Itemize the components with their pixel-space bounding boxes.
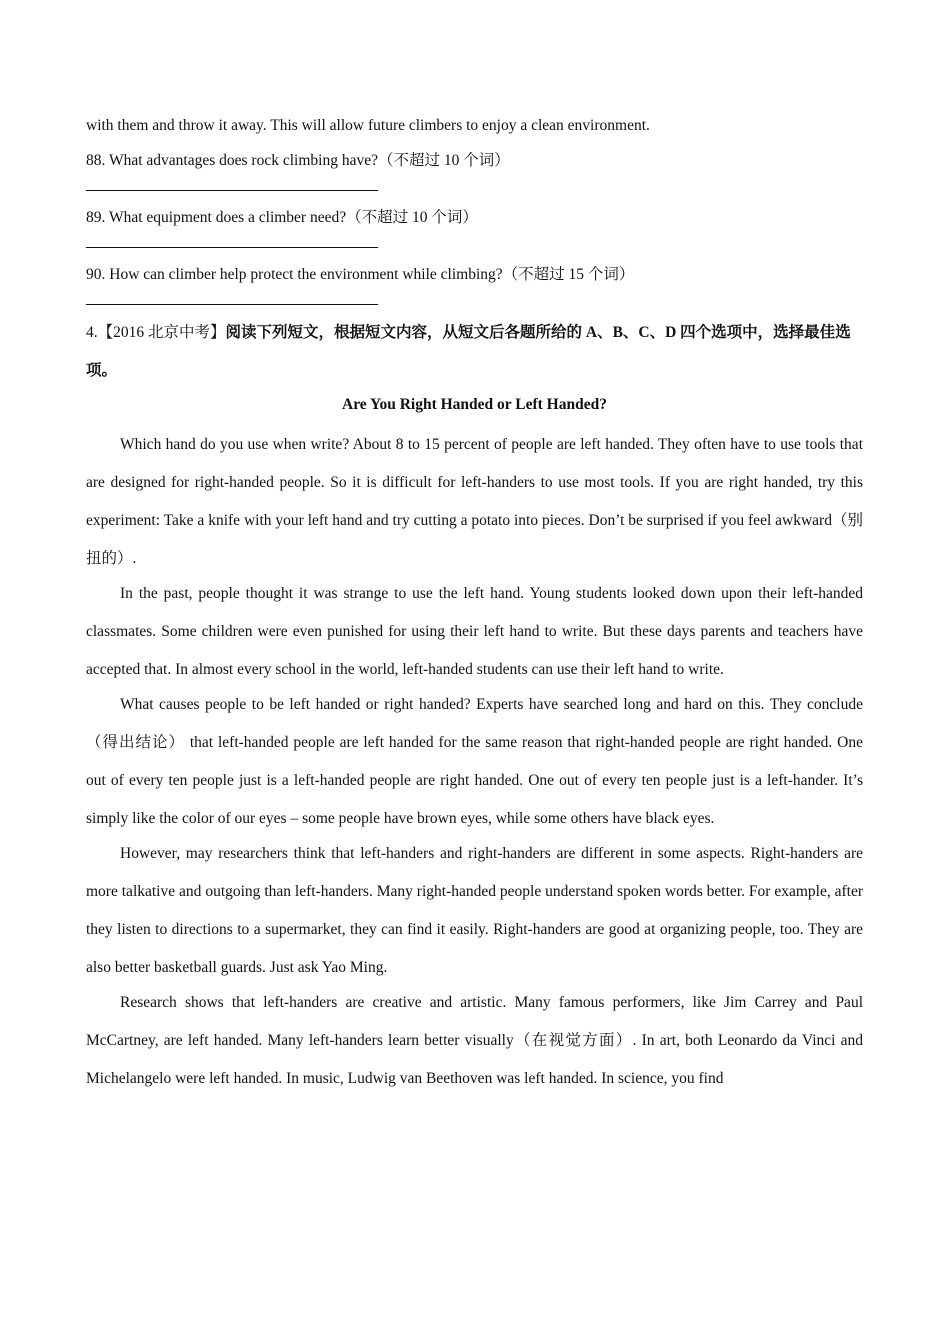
section-source: 【2016 北京中考】 [97,324,226,341]
article-paragraph-5: Research shows that left-handers are creative and artistic. Many famous performers, like Jim Carrey and Paul McCartney, are left handed. Many left-handers learn better visually（在视觉方面）. In art, both Leonardo da Vinci and Michelangelo were left handed. In music, Ludwig van Beethoven was left handed. In science, you find [86,994,863,1087]
article-paragraph-2: In the past, people thought it was strange to use the left hand. Young students looked down upon their left-handed classmates. Some children were even punished for using their left hand to write. But these days parents and teachers have accepted that. In almost every school in the world, left-handed students can use their left hand to write. [86,585,863,678]
answer-line-89[interactable] [86,247,378,248]
article-paragraph-3: What causes people to be left handed or right handed? Experts have searched long and hard on this. They conclude（得出结论） that left-handed people are left handed for the same reason that right-handed people are right handed. One out of every ten people just is a left-handed people are right handed. One out of every ten people just is a left-hander. It’s simply like the color of our eyes – some people have brown eyes, while some others have black eyes. [86,696,863,827]
continuation-line: with them and throw it away. This will allow future climbers to enjoy a clean environment. [86,117,650,134]
section-instruction: 阅读下列短文，根据短文内容，从短文后各题所给的 A、B、C、D 四个选项中，选择最佳选项。 [86,324,851,379]
answer-line-88[interactable] [86,190,378,191]
article-paragraph-4: However, may researchers think that left-handers and right-handers are different in some aspects. Right-handers are more talkative and outgoing than left-handers. Many right-handed people understand spoken words better. For example, after they listen to directions to a supermarket, they can find it easily. Right-handers are good at organizing people, too. They are also better basketball guards. Just ask Yao Ming. [86,845,863,976]
question-90: 90. How can climber help protect the environment while climbing?（不超过 15 个词） [86,266,635,283]
section-number: 4. [86,324,98,341]
article-paragraph-1: Which hand do you use when write? About 8 to 15 percent of people are left handed. They often have to use tools that are designed for right-handed people. So it is difficult for left-handers to use most tools. If you are right handed, try this experiment: Take a knife with your left hand and try cutting a potato into pieces. Don’t be surprised if you feel awkward（别扭的）. [86,436,863,567]
question-89: 89. What equipment does a climber need?（不超过 10 个词） [86,209,478,226]
section-heading [86,314,863,390]
answer-line-90[interactable] [86,304,378,305]
question-88: 88. What advantages does rock climbing have?（不超过 10 个词） [86,152,510,169]
article-title: Are You Right Handed or Left Handed? [342,396,607,413]
document-page [86,114,863,1095]
